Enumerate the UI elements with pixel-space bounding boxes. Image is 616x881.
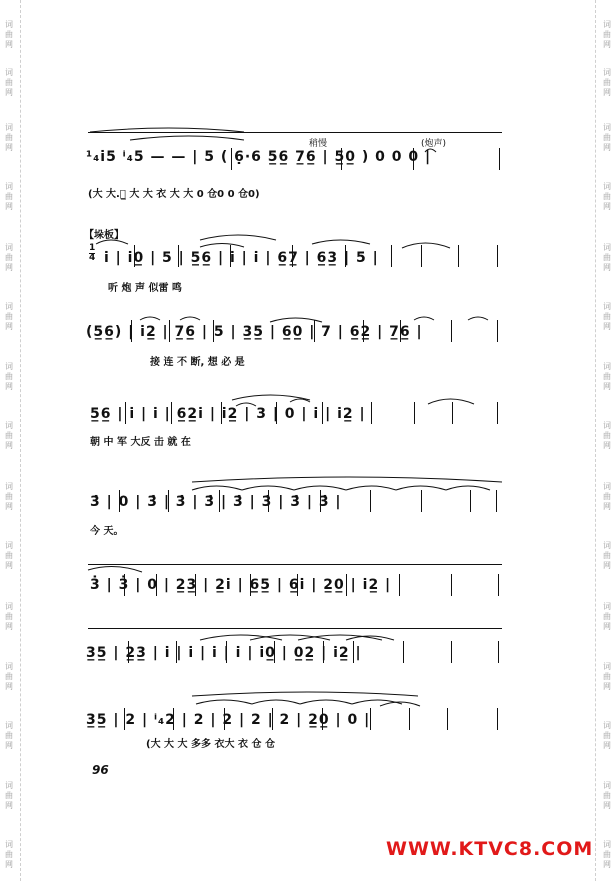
side-watermark-text: 词 曲 网 xyxy=(603,541,611,570)
bar-line xyxy=(226,641,227,663)
score-line-7-notes: 3̲5̲ | 2̲3̲ | i̇ | i̇ | i̇ | i̇ | i̇0̲ | 0̲2̲ | i̇2̲ | xyxy=(86,645,362,661)
bar-line xyxy=(124,708,125,730)
bar-line xyxy=(451,320,452,342)
bar-line xyxy=(413,148,414,170)
score-line-1-lyrics: (大 大.大̲ 大 大 衣 大 大 0 仓0 0 仓0) xyxy=(88,189,260,200)
side-watermark-text: 词 曲 网 xyxy=(5,541,13,570)
side-watermark-text: 词 曲 网 xyxy=(603,421,611,450)
bar-line xyxy=(128,641,129,663)
bar-line xyxy=(322,402,323,424)
bar-line xyxy=(276,402,277,424)
bar-line xyxy=(497,708,498,730)
bar-line xyxy=(498,574,499,596)
score-line-5-lyrics: 今 天。 xyxy=(90,526,124,537)
side-watermark-text: 词 曲 网 xyxy=(5,482,13,511)
bar-line xyxy=(341,148,342,170)
bar-line xyxy=(409,708,410,730)
tie-curve xyxy=(352,700,402,704)
bar-line xyxy=(134,245,135,267)
side-watermark-text: 词 曲 网 xyxy=(5,721,13,750)
bar-line xyxy=(323,641,324,663)
bar-line xyxy=(272,708,273,730)
side-watermark-text: 词 曲 网 xyxy=(5,123,13,152)
tie-curve xyxy=(252,700,300,704)
bar-line xyxy=(447,708,448,730)
side-watermark-text: 词 曲 网 xyxy=(5,243,13,272)
bar-line xyxy=(195,574,196,596)
bar-line xyxy=(292,245,293,267)
bar-line xyxy=(219,490,220,512)
bar-line xyxy=(213,320,214,342)
left-margin-guide xyxy=(20,0,21,881)
bar-line xyxy=(274,641,275,663)
side-watermark-text: 词 曲 网 xyxy=(603,781,611,810)
tie-curve xyxy=(300,700,352,704)
bar-line xyxy=(231,148,232,170)
side-watermark-text: 词 曲 网 xyxy=(603,662,611,691)
bar-line xyxy=(399,574,400,596)
bar-line xyxy=(124,574,125,596)
bar-line xyxy=(131,320,132,342)
page-number: 96 xyxy=(92,763,109,777)
slur-curve xyxy=(414,317,434,320)
staff-rule xyxy=(88,564,502,565)
bar-line xyxy=(470,490,471,512)
side-watermark-text: 词 曲 网 xyxy=(5,182,13,211)
bar-line xyxy=(178,245,179,267)
bar-line xyxy=(268,490,269,512)
bar-line xyxy=(297,574,298,596)
tie-curve xyxy=(88,566,142,572)
bar-line xyxy=(496,490,497,512)
bar-line xyxy=(363,320,364,342)
slur-curve xyxy=(290,399,310,402)
bar-line xyxy=(230,245,231,267)
tie-curve xyxy=(130,136,244,140)
tie-curve xyxy=(192,692,418,696)
side-watermark-text: 词 曲 网 xyxy=(603,602,611,631)
tie-curve xyxy=(192,486,242,490)
bar-line xyxy=(173,708,174,730)
tie-curve xyxy=(346,636,394,640)
bar-line xyxy=(176,641,177,663)
bar-line xyxy=(421,490,422,512)
tie-curve xyxy=(250,635,330,640)
side-watermark-text: 词 曲 网 xyxy=(603,482,611,511)
side-watermark-text: 词 曲 网 xyxy=(5,840,13,869)
meter-denominator: 4 xyxy=(89,253,96,263)
bar-line xyxy=(156,574,157,596)
side-watermark-text: 词 曲 网 xyxy=(5,781,13,810)
side-watermark-text: 词 曲 网 xyxy=(5,662,13,691)
score-line-2-notes: i̇ | i̇0̲ | 5 | 5̲6̲ | i̇ | i̇ | 6̲7̲ | 6̲3̲ | 5 | xyxy=(104,250,379,266)
score-line-4-lyrics: 朝 中 军 大反 击 就 在 xyxy=(90,437,191,448)
bar-line xyxy=(345,245,346,267)
bar-line xyxy=(371,402,372,424)
slur-curve xyxy=(312,240,370,244)
bar-line xyxy=(458,245,459,267)
bar-line xyxy=(250,574,251,596)
side-watermark-text: 词 曲 网 xyxy=(603,123,611,152)
bar-line xyxy=(221,402,222,424)
tie-curve xyxy=(192,477,502,482)
staff-rule xyxy=(88,628,502,629)
score-line-3-lyrics: 接 连 不 断, 想 必 是 xyxy=(150,357,245,368)
tie-curve xyxy=(380,702,420,706)
side-watermark-text: 词 曲 网 xyxy=(603,840,611,869)
slur-curve xyxy=(180,317,200,320)
tie-curve xyxy=(446,486,490,490)
slur-curve xyxy=(468,317,488,320)
bar-line xyxy=(452,402,453,424)
side-watermark-text: 词 曲 网 xyxy=(603,721,611,750)
bar-line xyxy=(497,245,498,267)
side-watermark-text: 词 曲 网 xyxy=(5,602,13,631)
tempo-marking: 稍慢 xyxy=(309,139,328,149)
score-line-8-notes: 3̲5̲ | 2 | ⁱ₄2 | 2 | 2 | 2 | 2 | 2̲0̲ | 0 | xyxy=(86,712,371,728)
bar-line xyxy=(346,574,347,596)
side-watermark-text: 词 曲 网 xyxy=(603,243,611,272)
bar-line xyxy=(322,708,323,730)
score-line-6-notes: 3̇ | 3̇ | 0 | 2̲3̲ | 2̲i̇ | 6̲5̲ | 6̲i̇ | 2̲0̲ | i̇2̲ | xyxy=(90,577,392,593)
side-watermark-text: 词 曲 网 xyxy=(603,302,611,331)
bar-line xyxy=(224,708,225,730)
bar-line xyxy=(391,245,392,267)
bar-line xyxy=(497,320,498,342)
score-line-3-notes: (5̲6̲) | i̇2̲ | 7̲6̲ | 5 | 3̲5̲ | 6̲0̲ | 7 | 6̲2̲ | 7̲6̲ | xyxy=(86,324,423,340)
bar-line xyxy=(314,320,315,342)
bar-line xyxy=(421,245,422,267)
left-watermark-column xyxy=(2,0,16,881)
tie-curve xyxy=(196,700,252,704)
bar-line xyxy=(370,490,371,512)
bar-line xyxy=(403,641,404,663)
slur-curve xyxy=(200,235,276,240)
side-watermark-text: 词 曲 网 xyxy=(5,302,13,331)
side-watermark-text: 词 曲 网 xyxy=(5,68,13,97)
right-margin-guide xyxy=(595,0,596,881)
slur-curve xyxy=(428,399,474,404)
side-watermark-text: 词 曲 网 xyxy=(603,362,611,391)
slur-curve xyxy=(200,244,244,248)
bar-line xyxy=(498,641,499,663)
bar-line xyxy=(414,402,415,424)
slur-curve xyxy=(232,395,310,400)
score-line-8-lyrics: (大 大 大 多多 衣大 衣 仓 仓 xyxy=(146,739,275,750)
side-watermark-text: 词 曲 网 xyxy=(5,421,13,450)
bar-line xyxy=(499,148,500,170)
score-line-5-notes: 3̇ | 0 | 3̇ | 3̇ | 3̇ | 3̇ | 3̇ | 3̇ | 3̇ | xyxy=(90,494,342,510)
tie-curve xyxy=(298,635,382,640)
bar-line xyxy=(125,402,126,424)
sound-effect-marking: (炮声) xyxy=(421,139,447,149)
bar-line xyxy=(119,490,120,512)
bar-line xyxy=(169,320,170,342)
bar-line xyxy=(370,708,371,730)
time-signature xyxy=(89,244,95,263)
section-label: 【垛板】 xyxy=(84,230,124,241)
tie-curve xyxy=(200,635,282,640)
score-line-1-notes: ¹₄i̇5 ⁱ₄5 — — | 5 ( 6̣·6 5̲6̲ 7̲6̲ | 5̲0̲ ) 0 0 0 | xyxy=(86,149,432,165)
right-watermark-column xyxy=(600,0,614,881)
bar-line xyxy=(451,641,452,663)
side-watermark-text: 词 曲 网 xyxy=(5,362,13,391)
site-watermark-url: WWW.KTVC8.COM xyxy=(386,838,594,860)
bar-line xyxy=(497,402,498,424)
slur-curve xyxy=(140,317,160,320)
bar-line xyxy=(353,641,354,663)
side-watermark-text: 词 曲 网 xyxy=(5,20,13,49)
bar-line xyxy=(171,402,172,424)
side-watermark-text: 词 曲 网 xyxy=(603,20,611,49)
bar-line xyxy=(320,490,321,512)
tie-curve xyxy=(346,486,396,490)
bar-line xyxy=(168,490,169,512)
side-watermark-text: 词 曲 网 xyxy=(603,182,611,211)
staff-rule xyxy=(88,132,502,133)
meter-numerator: 1 xyxy=(89,243,96,253)
slur-curve xyxy=(402,243,450,248)
side-watermark-text: 词 曲 网 xyxy=(603,68,611,97)
bar-line xyxy=(400,320,401,342)
score-line-4-notes: 5̲6̲ | i̇ | i̇ | 6̲2̲i̇ | i̇2̲ | 3 | 0 | i̇ | i̇2̲ | xyxy=(90,406,366,422)
score-line-2-lyrics: 听 炮 声 似雷 鸣 xyxy=(108,283,182,294)
bar-line xyxy=(451,574,452,596)
